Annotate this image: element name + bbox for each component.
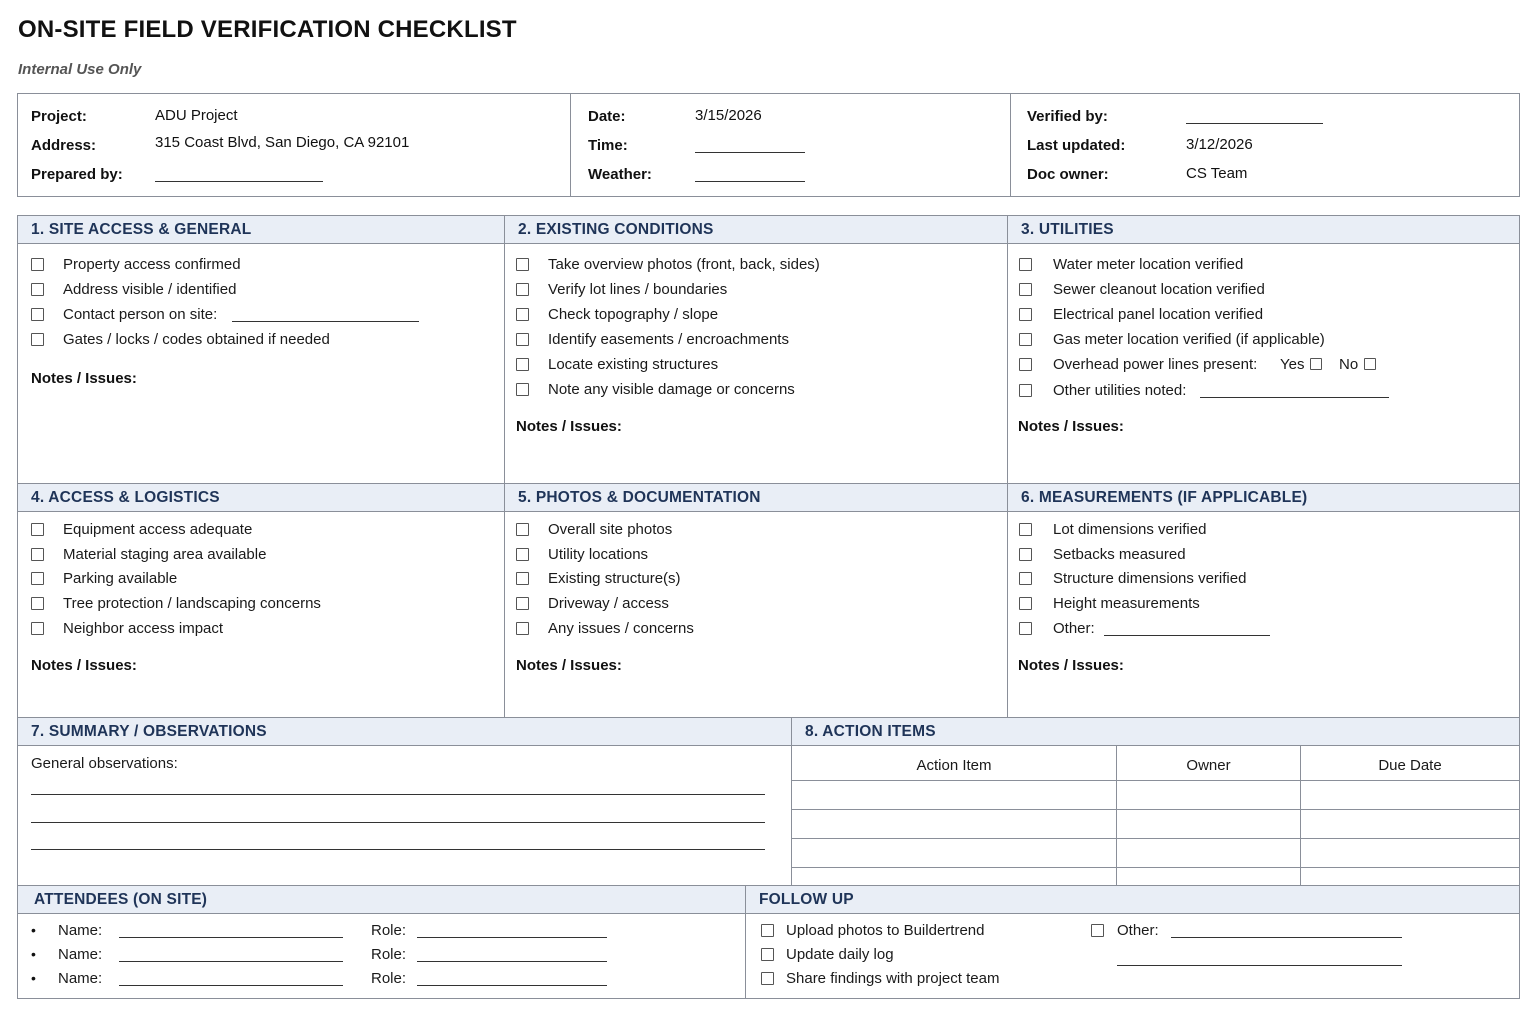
- last-updated-label: Last updated:: [1027, 137, 1126, 154]
- column-header-owner: Owner: [1186, 757, 1231, 774]
- checklist-item: Overhead power lines present:: [1053, 356, 1258, 373]
- checklist-item: Other utilities noted:: [1053, 382, 1187, 399]
- checkbox[interactable]: [1091, 924, 1104, 937]
- checkbox[interactable]: [1019, 622, 1032, 635]
- checkbox[interactable]: [516, 283, 529, 296]
- checklist-item: Take overview photos (front, back, sides): [548, 256, 820, 273]
- checklist-item: Material staging area available: [63, 546, 267, 563]
- general-observations-label: General observations:: [31, 755, 178, 772]
- notes-label: Notes / Issues:: [1018, 418, 1124, 435]
- checkbox[interactable]: [516, 258, 529, 271]
- checkbox[interactable]: [1019, 548, 1032, 561]
- attendee-role-field[interactable]: [417, 985, 607, 986]
- checkbox[interactable]: [31, 523, 44, 536]
- checkbox[interactable]: [1019, 258, 1032, 271]
- notes-label: Notes / Issues:: [516, 657, 622, 674]
- checklist-item: Structure dimensions verified: [1053, 570, 1247, 587]
- attendee-name-label: Name:: [58, 946, 103, 963]
- checklist-item: Other:: [1053, 620, 1095, 637]
- action-item-cell[interactable]: [793, 839, 1115, 866]
- follow-up-other-field[interactable]: [1171, 937, 1402, 938]
- column-header-action-item: Action Item: [916, 757, 992, 774]
- attendee-name-field[interactable]: [119, 985, 343, 986]
- yes-checkbox[interactable]: [1310, 358, 1322, 370]
- checkbox[interactable]: [31, 548, 44, 561]
- checklist-item: Contact person on site:: [63, 306, 218, 323]
- bullet: •: [31, 922, 36, 938]
- checkbox[interactable]: [31, 333, 44, 346]
- follow-up-item: Upload photos to Buildertrend: [786, 922, 985, 939]
- observation-line[interactable]: [31, 822, 765, 823]
- checklist-item: Any issues / concerns: [548, 620, 694, 637]
- date-value: 3/15/2026: [695, 107, 762, 124]
- column-header-due-date: Due Date: [1378, 757, 1442, 774]
- checkbox[interactable]: [516, 383, 529, 396]
- checklist-item: Utility locations: [548, 546, 649, 563]
- checkbox[interactable]: [516, 308, 529, 321]
- checklist-item: Parking available: [63, 570, 178, 587]
- project-value: ADU Project: [155, 107, 238, 124]
- checklist-item: Sewer cleanout location verified: [1053, 281, 1265, 298]
- doc-owner-label: Doc owner:: [1027, 166, 1109, 183]
- checkbox[interactable]: [31, 622, 44, 635]
- verified-by-label: Verified by:: [1027, 108, 1108, 125]
- address-label: Address:: [31, 137, 97, 154]
- checkbox[interactable]: [516, 622, 529, 635]
- no-option[interactable]: [1339, 356, 1376, 373]
- checklist-item: Identify easements / encroachments: [548, 331, 789, 348]
- checkbox[interactable]: [516, 572, 529, 585]
- checkbox[interactable]: [516, 523, 529, 536]
- checkbox[interactable]: [516, 358, 529, 371]
- checklist-item: Verify lot lines / boundaries: [548, 281, 728, 298]
- notes-label: Notes / Issues:: [31, 370, 137, 387]
- checklist-item: Water meter location verified: [1053, 256, 1244, 273]
- checklist-item: Property access confirmed: [63, 256, 241, 273]
- observation-line[interactable]: [31, 794, 765, 795]
- bullet: •: [31, 946, 36, 962]
- section-photos-header: 5. PHOTOS & DOCUMENTATION: [505, 484, 1007, 512]
- weather-label: Weather:: [588, 166, 652, 183]
- checklist-item: Note any visible damage or concerns: [548, 381, 795, 398]
- follow-up-item: Update daily log: [786, 946, 894, 963]
- checkbox[interactable]: [516, 548, 529, 561]
- checkbox[interactable]: [31, 597, 44, 610]
- action-item-cell[interactable]: [793, 810, 1115, 837]
- section-existing-conditions-header: 2. EXISTING CONDITIONS: [505, 216, 1007, 244]
- attendee-name-field[interactable]: [119, 961, 343, 962]
- attendee-name-label: Name:: [58, 922, 103, 939]
- action-item-cell[interactable]: [793, 781, 1115, 808]
- notes-label: Notes / Issues:: [516, 418, 622, 435]
- checkbox[interactable]: [1019, 523, 1032, 536]
- checkbox[interactable]: [31, 283, 44, 296]
- checkbox[interactable]: [1019, 283, 1032, 296]
- other-utilities-field[interactable]: [1200, 397, 1389, 398]
- last-updated-value: 3/12/2026: [1186, 136, 1253, 153]
- weather-field[interactable]: [695, 181, 805, 182]
- section-access-logistics-header: 4. ACCESS & LOGISTICS: [18, 484, 504, 512]
- checklist-item: Setbacks measured: [1053, 546, 1186, 563]
- checklist-item: Equipment access adequate: [63, 521, 253, 538]
- doc-owner-value: CS Team: [1186, 165, 1248, 182]
- yes-label: Yes: [1280, 356, 1305, 373]
- checklist-item: Driveway / access: [548, 595, 669, 612]
- address-value: 315 Coast Blvd, San Diego, CA 92101: [155, 134, 410, 151]
- prepared-by-field[interactable]: [155, 181, 323, 182]
- attendee-role-label: Role:: [371, 946, 407, 963]
- notes-label: Notes / Issues:: [1018, 657, 1124, 674]
- checklist-item: Tree protection / landscaping concerns: [63, 595, 321, 612]
- checkbox[interactable]: [761, 948, 774, 961]
- checklist-item: Overall site photos: [548, 521, 673, 538]
- checkbox[interactable]: [1019, 308, 1032, 321]
- section-follow-up-header: FOLLOW UP: [746, 886, 1519, 914]
- verified-by-field[interactable]: [1186, 123, 1323, 124]
- checklist-item: Address visible / identified: [63, 281, 237, 298]
- attendee-role-field[interactable]: [417, 961, 607, 962]
- checklist-item: Existing structure(s): [548, 570, 681, 587]
- section-measurements-header: 6. MEASUREMENTS (IF APPLICABLE): [1008, 484, 1519, 512]
- checkbox[interactable]: [516, 597, 529, 610]
- page-subtitle: Internal Use Only: [18, 61, 142, 78]
- checklist-item: Check topography / slope: [548, 306, 719, 323]
- checkbox[interactable]: [31, 572, 44, 585]
- checkbox[interactable]: [31, 258, 44, 271]
- checklist-item: Locate existing structures: [548, 356, 719, 373]
- checkbox[interactable]: [516, 333, 529, 346]
- project-label: Project:: [31, 108, 87, 125]
- notes-label: Notes / Issues:: [31, 657, 137, 674]
- attendee-role-field[interactable]: [417, 937, 607, 938]
- checklist-item: Lot dimensions verified: [1053, 521, 1207, 538]
- checklist-item: Neighbor access impact: [63, 620, 224, 637]
- checkbox[interactable]: [1019, 384, 1032, 397]
- checkbox[interactable]: [31, 308, 44, 321]
- time-label: Time:: [588, 137, 628, 154]
- checkbox[interactable]: [1019, 597, 1032, 610]
- section-action-items-header: 8. ACTION ITEMS: [792, 718, 1519, 746]
- observation-line[interactable]: [31, 849, 765, 850]
- no-label: No: [1339, 356, 1359, 373]
- time-field[interactable]: [695, 152, 805, 153]
- checkbox[interactable]: [761, 924, 774, 937]
- section-summary-header: 7. SUMMARY / OBSERVATIONS: [18, 718, 791, 746]
- other-measurement-field[interactable]: [1104, 635, 1270, 636]
- page-title: ON-SITE FIELD VERIFICATION CHECKLIST: [18, 16, 517, 43]
- checklist-item: Gas meter location verified (if applicable): [1053, 331, 1325, 348]
- checkbox[interactable]: [761, 972, 774, 985]
- section-site-access-header: 1. SITE ACCESS & GENERAL: [18, 216, 504, 244]
- checkbox[interactable]: [1019, 333, 1032, 346]
- checkbox[interactable]: [1019, 358, 1032, 371]
- follow-up-item: Share findings with project team: [786, 970, 1000, 987]
- no-checkbox[interactable]: [1364, 358, 1376, 370]
- attendee-name-field[interactable]: [119, 937, 343, 938]
- contact-person-field[interactable]: [232, 321, 419, 322]
- yes-option[interactable]: [1280, 356, 1322, 373]
- follow-up-other-label: Other:: [1117, 922, 1159, 939]
- checkbox[interactable]: [1019, 572, 1032, 585]
- attendee-name-label: Name:: [58, 970, 103, 987]
- checklist-item: Height measurements: [1053, 595, 1200, 612]
- prepared-by-label: Prepared by:: [31, 166, 123, 183]
- section-attendees-header: ATTENDEES (ON SITE): [18, 886, 745, 914]
- attendee-role-label: Role:: [371, 922, 407, 939]
- bullet: •: [31, 970, 36, 986]
- date-label: Date:: [588, 108, 626, 125]
- section-utilities-header: 3. UTILITIES: [1008, 216, 1519, 244]
- checklist-item: Gates / locks / codes obtained if needed: [63, 331, 330, 348]
- checklist-item: Electrical panel location verified: [1053, 306, 1264, 323]
- follow-up-other-field-line2[interactable]: [1117, 965, 1402, 966]
- attendee-role-label: Role:: [371, 970, 407, 987]
